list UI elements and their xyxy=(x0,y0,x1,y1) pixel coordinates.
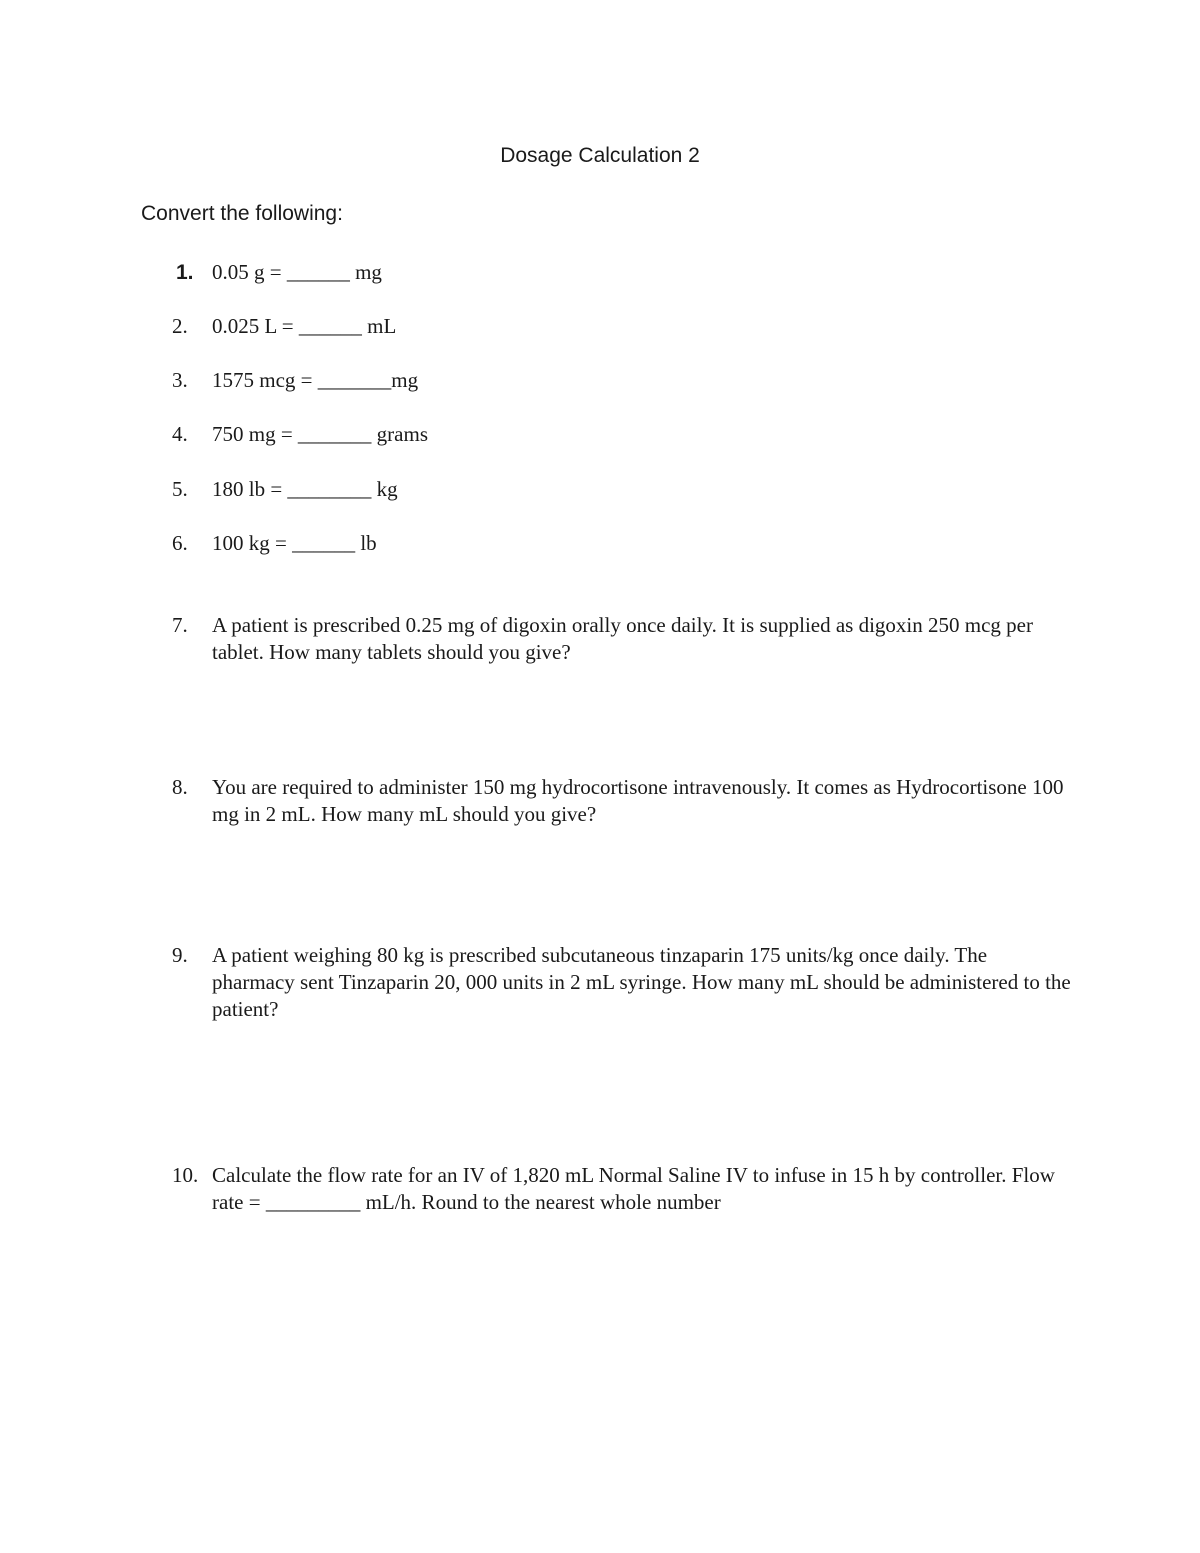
question-10 xyxy=(172,1162,1072,1216)
question-3 xyxy=(172,367,1072,394)
question-number: 5. xyxy=(172,477,188,501)
question-number: 7. xyxy=(172,613,188,637)
question-text: You are required to administer 150 mg hydrocortisone intravenously. It comes as Hydrocortisone 100 mg in 2 mL. How many mL should you give? xyxy=(212,775,1064,826)
question-text: 1575 mcg = _______mg xyxy=(212,368,419,392)
question-6 xyxy=(172,530,1072,557)
question-number: 9. xyxy=(172,943,188,967)
page-title: Dosage Calculation 2 xyxy=(500,144,700,167)
question-text: A patient weighing 80 kg is prescribed subcutaneous tinzaparin 175 units/kg once daily. The pharmacy sent Tinzaparin 20, 000 units in 2 mL syringe. How many mL should be administered to the patient? xyxy=(212,943,1071,1021)
question-text: 750 mg = _______ grams xyxy=(212,422,428,446)
question-text: A patient is prescribed 0.25 mg of digoxin orally once daily. It is supplied as digoxin 250 mcg per tablet. How many tablets should you give? xyxy=(212,613,1033,664)
question-number: 3. xyxy=(172,368,188,392)
question-1 xyxy=(172,259,1072,286)
question-number: 1. xyxy=(176,261,194,284)
question-text: 0.05 g = ______ mg xyxy=(212,260,382,284)
question-8 xyxy=(172,774,1072,828)
question-5 xyxy=(172,476,1072,503)
question-text: 0.025 L = ______ mL xyxy=(212,314,397,338)
section-heading-convert: Convert the following: xyxy=(141,202,343,225)
question-number: 4. xyxy=(172,422,188,446)
question-text: 100 kg = ______ lb xyxy=(212,531,377,555)
question-number: 10. xyxy=(172,1163,199,1187)
question-text: Calculate the flow rate for an IV of 1,820 mL Normal Saline IV to infuse in 15 h by controller. Flow rate = _________ mL/h. Round to the nearest whole number xyxy=(212,1163,1055,1214)
question-4 xyxy=(172,421,1072,448)
question-number: 8. xyxy=(172,775,188,799)
question-number: 2. xyxy=(172,314,188,338)
question-7 xyxy=(172,612,1072,666)
question-text: 180 lb = ________ kg xyxy=(212,477,398,501)
question-2 xyxy=(172,313,1072,340)
question-number: 6. xyxy=(172,531,188,555)
question-9 xyxy=(172,942,1072,1023)
